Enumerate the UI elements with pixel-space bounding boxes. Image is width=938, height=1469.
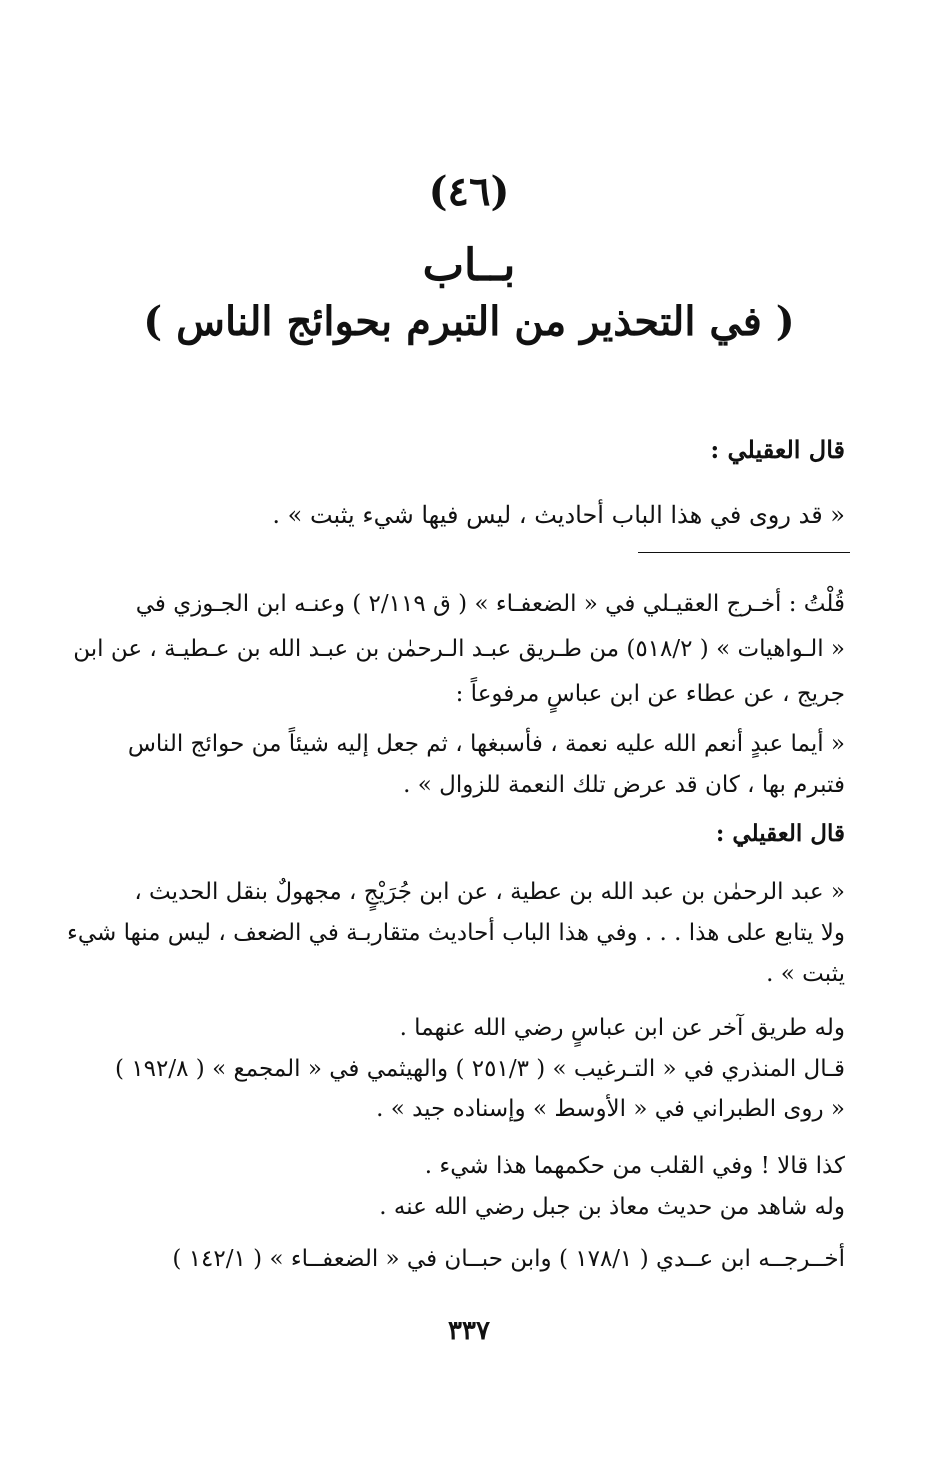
text-line-1: قال العقيلي : bbox=[710, 435, 845, 464]
text-line-4: « الـواهيات » ( ٥١٨/٢) من طـريق عبـد الـرحمٰن بن عبـد الله بن عـطيـة ، عن ابن bbox=[73, 636, 845, 662]
footnote-separator bbox=[638, 552, 850, 553]
text-line-2: « قد روى في هذا الباب أحاديث ، ليس فيها شيء يثبت » . bbox=[272, 501, 845, 529]
text-line-15: كذا قالا ! وفي القلب من حكمهما هذا شيء . bbox=[424, 1153, 845, 1179]
text-line-17: أخــرجــه ابن عــدي ( ١٧٨/١ ) وابن حبــان في « الضعفــاء » ( ١٤٢/١ ) bbox=[172, 1246, 845, 1272]
page-number: ٣٣٧ bbox=[448, 1316, 490, 1346]
text-line-12: وله طريق آخر عن ابن عباسٍ رضي الله عنهما . bbox=[399, 1015, 845, 1041]
text-line-8: قال العقيلي : bbox=[715, 820, 845, 847]
text-line-6: « أيما عبدٍ أنعم الله عليه نعمة ، فأسبغها ، ثم جعل إليه شيئاً من حوائج الناس bbox=[127, 731, 845, 757]
text-line-10: ولا يتابع على هذا . . . وفي هذا الباب أحاديث متقاربـة في الضعف ، ليس منها شيء bbox=[67, 920, 845, 946]
chapter-number: (٤٦) bbox=[428, 168, 510, 215]
bab-heading: بــاب bbox=[422, 240, 516, 291]
text-line-5: جريج ، عن عطاء عن ابن عباسٍ مرفوعاً : bbox=[455, 681, 845, 707]
text-line-9: « عبد الرحمٰن بن عبد الله بن عطية ، عن ابن جُرَيْجٍ ، مجهولٌ بنقل الحديث ، bbox=[134, 879, 845, 905]
text-line-7: فتبرم بها ، كان قد عرض تلك النعمة للزوال » . bbox=[403, 772, 845, 798]
text-line-11: يثبت » . bbox=[766, 961, 845, 987]
text-line-16: وله شاهد من حديث معاذ بن جبل رضي الله عنه . bbox=[379, 1194, 845, 1220]
text-line-14: « روى الطبراني في « الأوسط » وإسناده جيد » . bbox=[376, 1096, 845, 1122]
text-line-3: قُلْتُ : أخـرج العقيـلي في « الضعفـاء » ( ق ٢/١١٩ ) وعنـه ابن الجـوزي في bbox=[135, 591, 845, 617]
chapter-title: ( في التحذير من التبرم بحوائج الناس ) bbox=[143, 298, 795, 345]
text-line-13: قـال المنذري في « التـرغيب » ( ٢٥١/٣ ) والهيثمي في « المجمع » ( ١٩٢/٨ ) bbox=[115, 1056, 845, 1082]
